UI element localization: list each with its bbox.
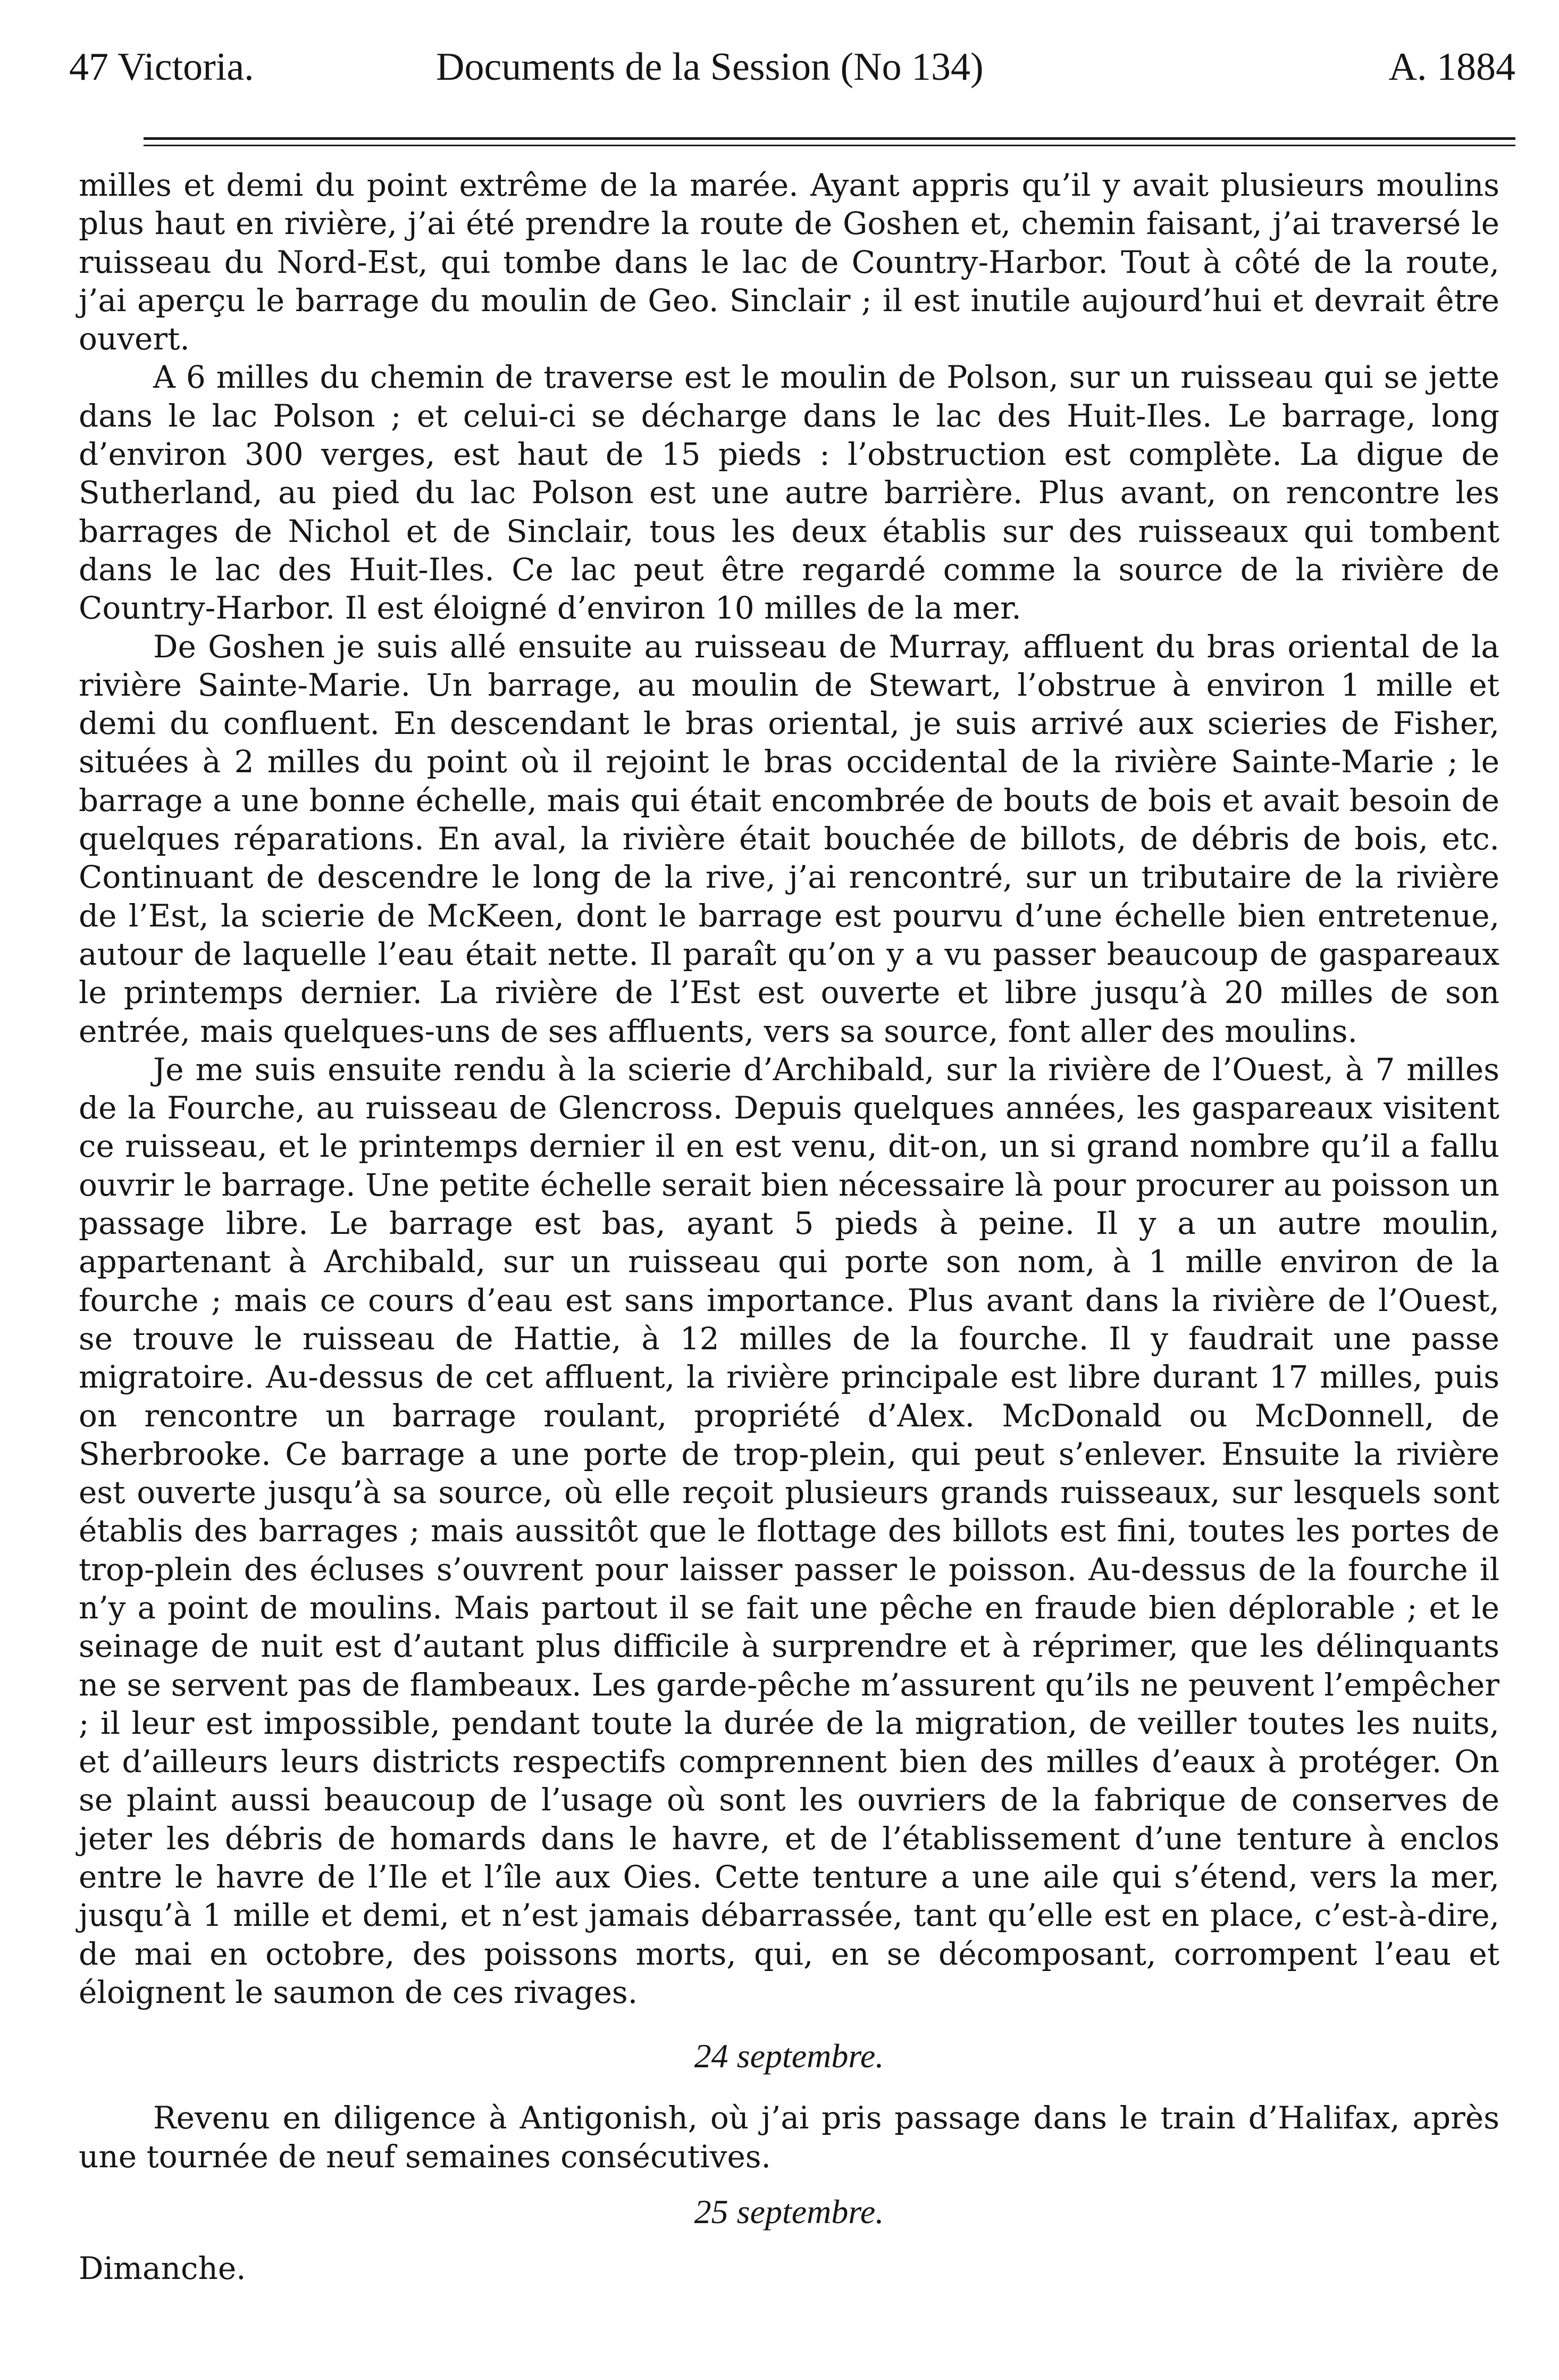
- header-volume: 47 Victoria.: [69, 45, 254, 89]
- paragraph-polson: A 6 milles du chemin de traverse est le moulin de Polson, sur un ruisseau qui se jette dans le lac Polson ; et celui-ci se décharge dans le lac des Huit-Iles. Le barrage, long d’environ 300 verges, est haut de 15 pieds : l’obstruction est complète. La digue de Sutherland, au pied du lac Polson est une autre barrière. Plus avant, on rencontre les barrages de Nichol et de Sinclair, tous les deux établis sur des ruisseaux qui tombent dans le lac des Huit-Iles. Ce lac peut être regardé comme la source de la rivière de Country-Harbor. Il est éloigné d’environ 10 milles de la mer.: [79, 359, 1499, 627]
- header-year: A. 1884: [1388, 45, 1515, 89]
- header-rule-thick: [144, 137, 1515, 140]
- page-header: [69, 35, 1515, 99]
- date-heading-25: 25 septembre.: [694, 2192, 884, 2231]
- paragraph-archibald: Je me suis ensuite rendu à la scierie d’Archibald, sur la rivière de l’Ouest, à 7 milles de la Fourche, au ruisseau de Glencross. Depuis quelques années, les gaspareaux visitent ce ruisseau, et le printemps dernier il en est venu, dit-on, un si grand nombre qu’il a fallu ouvrir le barrage. Une petite échelle serait bien nécessaire là pour procurer au poisson un passage libre. Le barrage est bas, ayant 5 pieds à peine. Il y a un autre moulin, appartenant à Archibald, sur un ruisseau qui porte son nom, à 1 mille environ de la fourche ; mais ce cours d’eau est sans importance. Plus avant dans la rivière de l’Ouest, se trouve le ruisseau de Hattie, à 12 milles de la fourche. Il y faudrait une passe migratoire. Au-dessus de cet affluent, la rivière principale est libre durant 17 milles, puis on rencontre un barrage roulant, propriété d’Alex. McDonald ou McDonnell, de Sherbrooke. Ce barrage a une porte de trop-plein, qui peut s’enlever. Ensuite la rivière est ouverte jusqu’à sa source, où elle reçoit plusieurs grands ruisseaux, sur lesquels sont établis des barrages ; mais aussitôt que le flottage des billots est fini, toutes les portes de trop-plein des écluses s’ouvrent pour laisser passer le poisson. Au-dessus de la fourche il n’y a point de moulins. Mais partout il se fait une pêche en fraude bien déplorable ; et le seinage de nuit est d’autant plus difficile à surprendre et à réprimer, que les délinquants ne se servent pas de flambeaux. Les garde-pêche m’assurent qu’ils ne peuvent l’empêcher ; il leur est impossible, pendant toute la durée de la migration, de veiller toutes les nuits, et d’ailleurs leurs districts respectifs comprennent bien des milles d’eaux à protéger. On se plaint aussi beaucoup de l’usage où sont les ouvriers de la fabrique de conserves de jeter les débris de homards dans le havre, et de l’établissement d’une tenture à enclos entre le havre de l’Ile et l’île aux Oies. Cette tenture a une aile qui s’étend, vers la mer, jusqu’à 1 mille et demi, et n’est jamais débarrassée, tant qu’elle est en place, c’est-à-dire, de mai en octobre, des poissons morts, qui, en se décomposant, corrompent l’eau et éloignent le saumon de ces rivages.: [79, 1051, 1499, 2010]
- header-title: Documents de la Session (No 134): [436, 45, 984, 89]
- paragraph-continued: milles et demi du point extrême de la marée. Ayant appris qu’il y avait plusieurs moulins plus haut en rivière, j’ai été prendre la route de Goshen et, chemin faisant, j’ai traversé le ruisseau du Nord-Est, qui tombe dans le lac de Country-Harbor. Tout à côté de la route, j’ai aperçu le barrage du moulin de Geo. Sinclair ; il est inutile aujourd’hui et devrait être ouvert.: [79, 167, 1499, 357]
- paragraph-goshen: De Goshen je suis allé ensuite au ruisseau de Murray, affluent du bras oriental de la rivière Sainte-Marie. Un barrage, au moulin de Stewart, l’obstrue à environ 1 mille et demi du confluent. En descendant le bras oriental, je suis arrivé aux scieries de Fisher, situées à 2 milles du point où il rejoint le bras occidental de la rivière Sainte-Marie ; le barrage a une bonne échelle, mais qui était encombrée de bouts de bois et avait besoin de quelques réparations. En aval, la rivière était bouchée de billots, de débris de bois, etc. Continuant de descendre le long de la rive, j’ai rencontré, sur un tributaire de la rivière de l’Est, la scierie de McKeen, dont le barrage est pourvu d’une échelle bien entretenue, autour de laquelle l’eau était nette. Il paraît qu’on y a vu passer beaucoup de gaspareaux le printemps dernier. La rivière de l’Est est ouverte et libre jusqu’à 20 milles de son entrée, mais quelques-uns de ses affluents, vers sa source, font aller des moulins.: [79, 628, 1499, 1049]
- body-text: [79, 166, 1499, 2287]
- paragraph-dimanche: Dimanche.: [79, 2250, 246, 2286]
- paragraph-antigonish: Revenu en diligence à Antigonish, où j’ai pris passage dans le train d’Halifax, après une tournée de neuf semaines consécutives.: [79, 2100, 1499, 2175]
- date-heading-24: 24 septembre.: [694, 2037, 884, 2075]
- header-rule-thin: [144, 145, 1515, 146]
